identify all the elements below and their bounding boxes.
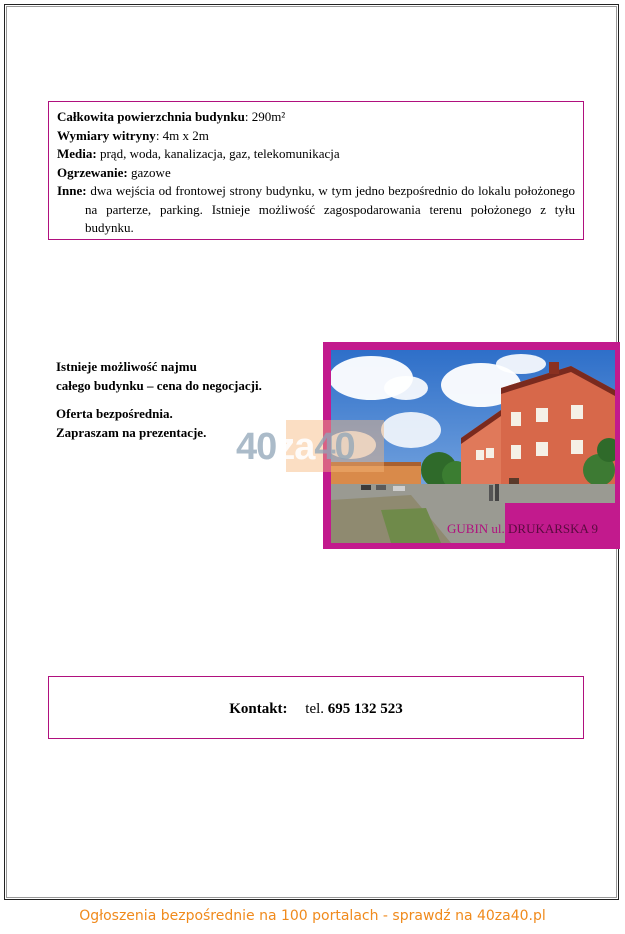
offer-line-1: Istnieje możliwość najmu (56, 359, 197, 374)
heating-value: gazowe (127, 164, 171, 180)
area-label: Całkowita powierzchnia budynku (57, 109, 245, 124)
watermark-text (236, 426, 355, 469)
heating-label: Ogrzewanie: (57, 164, 128, 180)
window-label: Wymiary witryny (57, 127, 156, 143)
watermark-part-2: za (276, 426, 315, 468)
caption-city: GUBIN ul. (447, 521, 505, 536)
offer-line-2: całego budynku – cena do negocjacji. (56, 377, 262, 393)
watermark-logo (236, 418, 386, 478)
window-line (57, 127, 575, 146)
contact-box (48, 676, 584, 739)
footer-banner[interactable]: Ogłoszenia bezpośrednie na 100 portalach - sprawdź na 40za40.pl (79, 908, 546, 924)
watermark-part-3: 40 (314, 426, 355, 468)
media-value: prąd, woda, kanalizacja, gaz, telekomunikacja (96, 146, 340, 161)
phone-prefix: tel. (305, 701, 325, 717)
offer-gap (56, 395, 262, 405)
offer-text (56, 358, 262, 442)
media-label: Media: (57, 146, 97, 161)
other-value: dwa wejścia od frontowej strony budynku, w tym jedno bezpośrednio do lokalu położonego na parterze, parking. Istnieje możliwość zagospodarowania terenu położonego z tyłu budynku. (85, 183, 575, 235)
media-line (57, 145, 575, 164)
heating-line (57, 164, 575, 183)
offer-line-3: Oferta bezpośrednia. (56, 406, 173, 421)
contact-label: Kontakt: (229, 701, 288, 717)
other-line (57, 182, 575, 238)
area-value: : 290m² (244, 109, 286, 124)
photo-caption (447, 521, 598, 537)
area-line (57, 108, 575, 127)
contact-line (49, 701, 583, 718)
phone-number[interactable]: 695 132 523 (327, 701, 403, 717)
offer-line-4: Zapraszam na prezentacje. (56, 424, 207, 440)
window-value: : 4m x 2m (155, 127, 209, 143)
other-label: Inne: (57, 183, 87, 198)
specifications-box (48, 101, 584, 240)
caption-street: DRUKARSKA 9 (508, 521, 598, 536)
watermark-part-1: 40 (236, 426, 277, 468)
